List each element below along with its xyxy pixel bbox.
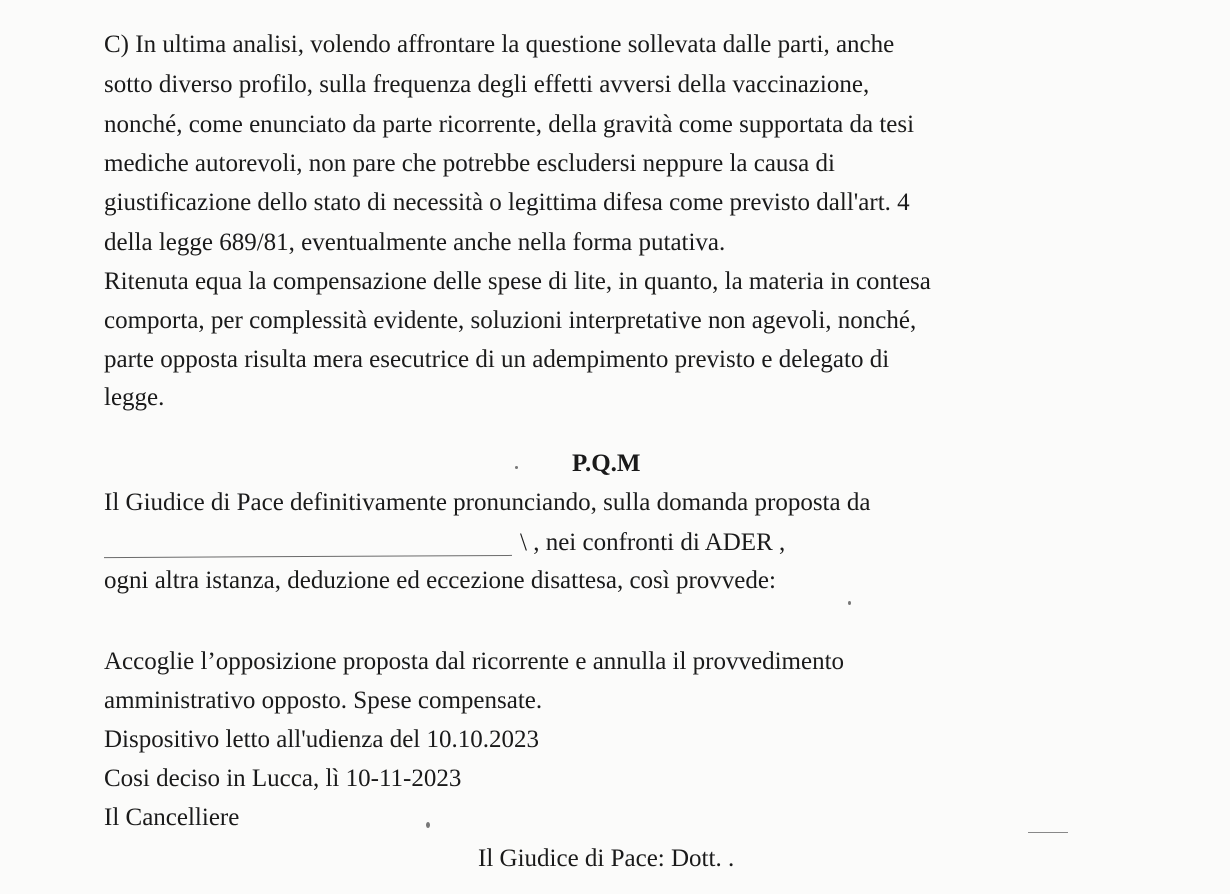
decision-line-4: Cosi deciso in Lucca, lì 10-11-2023 [104, 765, 462, 792]
scan-speck [848, 601, 851, 605]
body-line-2: sotto diverso profilo, sulla frequenza degli effetti avversi della vaccinazione, [104, 71, 870, 98]
body-line-7: Ritenuta equa la compensazione delle spese di lite, in quanto, la materia in contesa [104, 268, 931, 295]
decision-line-3: Dispositivo letto all'udienza del 10.10.2023 [104, 726, 539, 753]
body-line-8: comporta, per complessità evidente, soluzioni interpretative non agevoli, nonché, [104, 307, 917, 334]
decision-line-5: Il Cancelliere [104, 804, 240, 831]
body-line-3: nonché, come enunciato da parte ricorrente, della gravità come supportata da tesi [104, 111, 915, 138]
scan-speck [426, 822, 430, 828]
body-line-5: giustificazione dello stato di necessità o legittima difesa come previsto dall'art. 4 [104, 189, 910, 216]
pqm-line-2: \ , nei confronti di ADER , [520, 529, 786, 556]
pqm-line-1: Il Giudice di Pace definitivamente pronunciando, sulla domanda proposta da [104, 489, 871, 516]
scan-smudge [1028, 832, 1068, 833]
body-line-4: mediche autorevoli, non pare che potrebbe escludersi neppure la causa di [104, 150, 835, 177]
body-line-10: legge. [104, 384, 165, 411]
body-line-9: parte opposta risulta mera esecutrice di un adempimento previsto e delegato di [104, 346, 890, 373]
pqm-line-3: ogni altra istanza, deduzione ed eccezione disattesa, così provvede: [104, 567, 776, 594]
decision-line-2: amministrativo opposto. Spese compensate. [104, 687, 543, 714]
redaction-line [104, 555, 512, 558]
body-line-1: C) In ultima analisi, volendo affrontare la questione sollevata dalle parti, anche [104, 31, 895, 58]
scan-speck [515, 466, 518, 469]
section-heading: P.Q.M [572, 450, 641, 477]
decision-line-1: Accoglie l’opposizione proposta dal ricorrente e annulla il provvedimento [104, 648, 845, 675]
body-line-6: della legge 689/81, eventualmente anche nella forma putativa. [104, 229, 726, 256]
signature-line: Il Giudice di Pace: Dott. . [478, 845, 735, 872]
